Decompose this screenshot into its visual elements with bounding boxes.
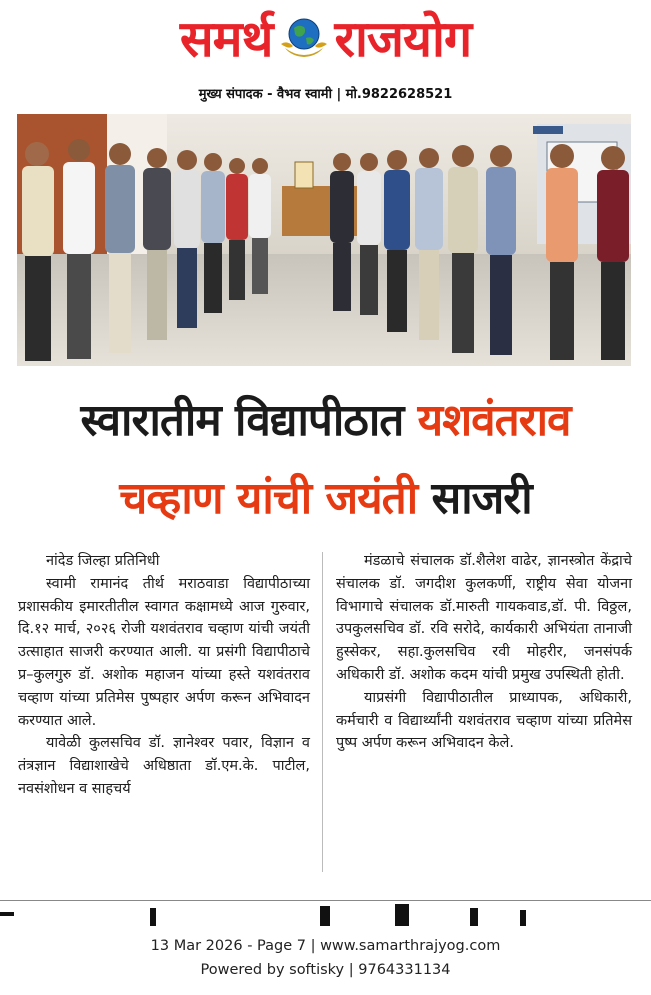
dateline: नांदेड जिल्हा प्रतिनिधी	[46, 553, 160, 569]
headline-part-black: स्वारातीम विद्यापीठात	[80, 395, 418, 446]
article-paragraph: स्वामी रामानंद तीर्थ मराठवाडा विद्यापीठाच्या प्रशासकीय इमारतीतील स्वागत कक्षामध्ये आज गुरुवार, दि.१२ मार्च, २०२६ रोजी यशवंतराव चव्हाण यांची जयंती उत्साहात साजरी करण्यात आली. या प्रसंगी विद्यापीठाचे प्र–कुलगुरु डॉ. अशोक महाजन यांच्या हस्ते यशवंतराव चव्हाण यांच्या प्रतिमेस पुष्पहार अर्पण करून अभिवादन करण्यात आले.	[18, 575, 310, 729]
article-paragraph: याप्रसंगी विद्यापीठातील प्राध्यापक, अधिकारी, कर्मचारी व विद्यार्थ्यांनी यशवंतराव चव्हाण यांच्या प्रतिमेस पुष्प अर्पण करून अभिवादन केले.	[336, 689, 632, 752]
headline-part-black: साजरी	[431, 473, 532, 524]
article-column-left	[18, 550, 310, 801]
brand-name-left: समर्थ	[179, 9, 273, 68]
headline-part-red: चव्हाण यांची जयंती	[119, 473, 432, 524]
article-column-right	[336, 550, 632, 755]
headline-line-1	[0, 392, 651, 450]
column-divider	[322, 552, 323, 872]
brand-row	[0, 6, 651, 72]
editor-contact-line: मुख्य संपादक - वैभव स्वामी | मो.9822628521	[198, 87, 453, 102]
article-paragraph: मंडळाचे संचालक डॉ.शैलेश वाढेर, ज्ञानस्त्रोत केंद्राचे संचालक डॉ. जगदीश कुलकर्णी, राष्ट्रीय सेवा योजना विभागाचे संचालक डॉ.मारुती गायकवाड,डॉ. पी. विठ्ठल, उपकुलसचिव डॉ. रवि सरोदे, कार्यकारी अभियंता तानाजी हुस्सेकर, सहा.कुलसचिव रवी मोहरीर, जनसंपर्क अधिकारी डॉ. अशोक कदम यांची प्रमुख उपस्थिती होती.	[336, 553, 632, 683]
headline-line-2	[0, 470, 651, 528]
brand-name-right: राजयोग	[334, 9, 472, 68]
footer-date-page: 13 Mar 2026 - Page 7 | www.samarthrajyog.com	[150, 938, 501, 954]
bottom-rule	[0, 900, 651, 901]
event-photo	[17, 114, 631, 366]
footer-powered-by: Powered by softisky | 9764331134	[200, 962, 451, 978]
cropped-text-strip	[0, 904, 651, 926]
masthead	[0, 0, 651, 112]
headline-part-red: यशवंतराव	[417, 395, 571, 446]
globe-emblem-icon	[277, 10, 331, 68]
article-paragraph: यावेळी कुलसचिव डॉ. ज्ञानेश्वर पवार, विज्ञान व तंत्रज्ञान विद्याशाखेचे अधिष्ठाता डॉ.एम.के. पाटील, नवसंशोधन व साहचर्य	[18, 735, 310, 797]
